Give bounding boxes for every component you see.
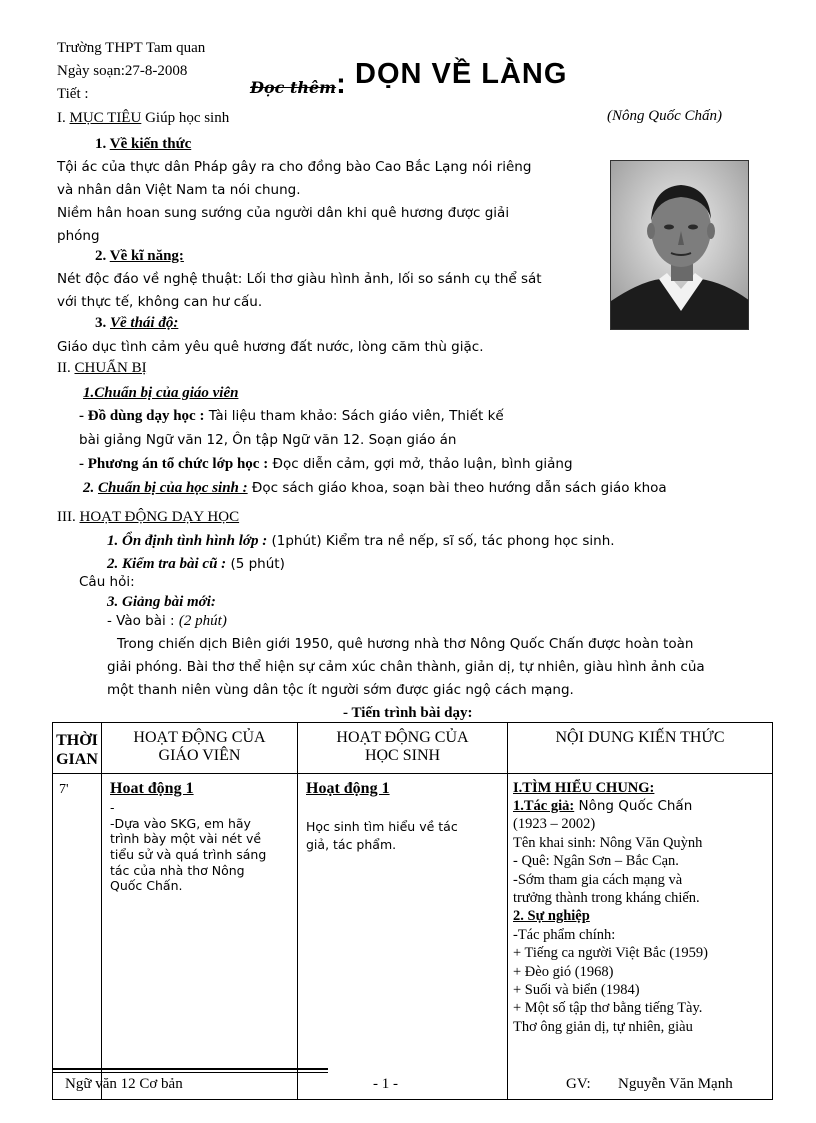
intro-time: (2 phút) xyxy=(178,613,227,629)
poem-author: (Nông Quốc Chấn) xyxy=(607,108,722,124)
attitude-heading xyxy=(95,315,178,332)
section-1-number: I. xyxy=(57,110,70,126)
student-activity-text xyxy=(306,818,501,854)
section-2-number: II. xyxy=(57,360,75,376)
intro-line xyxy=(107,613,227,630)
read-more-scribble: Đọc thêm xyxy=(250,78,337,97)
section-3-number: III. xyxy=(57,509,80,525)
school-name: Trường THPT Tam quan xyxy=(57,40,206,56)
class-method-text: Đọc diễn cảm, gợi mở, thảo luận, bình giảng xyxy=(268,456,573,472)
table-row xyxy=(53,774,773,1100)
skills-line-1: Nét độc đáo về nghệ thuật: Lối thơ giàu hình ảnh, lối so sánh cụ thể sát xyxy=(57,271,542,287)
header-student-line-1: HOẠT ĐỘNG CỦA xyxy=(336,729,469,746)
knowledge-line-1: Tội ác của thực dân Pháp gây ra cho đồng bào Cao Bắc Lạng nói riêng xyxy=(57,159,532,175)
footer-subject: Ngữ văn 12 Cơ bản xyxy=(65,1076,183,1092)
row-teacher-activity xyxy=(102,774,298,1100)
class-method-label: - Phương án tổ chức lớp học : xyxy=(79,456,269,472)
row-content xyxy=(508,774,773,1100)
content-career-heading: 2. Sự nghiệp xyxy=(513,908,590,925)
header-teacher-line-1: HOẠT ĐỘNG CỦA xyxy=(133,729,266,746)
footer-teacher-label: GV: xyxy=(566,1076,591,1092)
student-prep-title: Chuẩn bị của học sinh : xyxy=(98,480,248,496)
student-prep-number: 2. xyxy=(83,480,98,496)
student-line-2: giả, tác phẩm. xyxy=(306,837,397,853)
content-line-10: + Một số tập thơ bằng tiếng Tày. xyxy=(513,1000,703,1017)
lesson-number: Tiết : xyxy=(57,86,89,102)
teacher-line-1: -Dựa vào SKG, em hãy xyxy=(110,815,251,831)
teaching-tools-text: Tài liệu tham khảo: Sách giáo viên, Thiết kế xyxy=(204,408,504,424)
student-activity-title: Hoạt động 1 xyxy=(306,780,390,797)
row-student-activity xyxy=(298,774,508,1100)
row-time: 7' xyxy=(53,774,102,1100)
skills-heading xyxy=(95,248,184,265)
table-header-row xyxy=(53,723,773,774)
attitude-title: Về thái độ: xyxy=(110,315,179,331)
content-line-6: -Tác phẩm chính: xyxy=(513,926,616,943)
section-2-title: CHUẨN BỊ xyxy=(74,360,147,376)
header-content-line: NỘI DUNG KIẾN THỨC xyxy=(555,729,725,746)
knowledge-line-4: phóng xyxy=(57,228,100,244)
prep-date: Ngày soạn:27-8-2008 xyxy=(57,63,188,79)
knowledge-line-3: Niềm hân hoan sung sướng của người dân khi quê hương được giải xyxy=(57,205,510,221)
section-1-heading xyxy=(57,110,229,127)
footer-rule-thin xyxy=(52,1072,328,1073)
lesson-plan-table xyxy=(52,722,773,1100)
student-prep-line xyxy=(83,480,667,497)
step-2-line xyxy=(107,556,285,573)
footer-rule-thick xyxy=(52,1068,328,1070)
section-3-heading xyxy=(57,509,239,526)
header-teacher-line-2: GIÁO VIÊN xyxy=(158,747,241,764)
attitude-line-1: Giáo dục tình cảm yêu quê hương đất nước, lòng căm thù giặc. xyxy=(57,339,484,355)
title-colon: : xyxy=(336,68,347,100)
step-2-text: (5 phút) xyxy=(226,556,285,572)
content-text xyxy=(513,797,768,1036)
content-author-name: Nông Quốc Chấn xyxy=(574,798,693,814)
teacher-line-3: tiểu sử và quá trình sáng xyxy=(110,846,267,862)
teacher-dash: - xyxy=(110,800,115,815)
knowledge-heading xyxy=(95,136,191,153)
header-teacher-activity xyxy=(102,723,298,774)
step-1-line xyxy=(107,533,615,550)
section-2-heading xyxy=(57,360,147,377)
poem-title: DỌN VỀ LÀNG xyxy=(355,58,568,90)
teacher-activity-title: Hoat động 1 xyxy=(110,780,194,797)
teacher-activity-text xyxy=(110,800,291,894)
content-author-line xyxy=(513,797,768,815)
step-1-text: (1phút) Kiểm tra nề nếp, sĩ số, tác phong học sinh. xyxy=(267,533,615,549)
section-3-title: HOẠT ĐỘNG DẠY HỌC xyxy=(79,509,240,525)
knowledge-number: 1. xyxy=(95,136,110,152)
knowledge-title: Về kiến thức xyxy=(109,136,192,152)
question-label: Câu hỏi: xyxy=(79,574,135,590)
footer-page-number: - 1 - xyxy=(373,1076,398,1092)
author-portrait-photo xyxy=(610,160,749,330)
content-line-1: (1923 – 2002) xyxy=(513,816,596,833)
content-author-label: 1.Tác giả: xyxy=(513,798,575,814)
content-line-2: Tên khai sinh: Nông Văn Quỳnh xyxy=(513,834,703,851)
header-time-line-2: GIAN xyxy=(56,751,98,769)
content-line-8: + Đèo gió (1968) xyxy=(513,963,614,980)
teacher-prep-title: 1.Chuẩn bị của giáo viên xyxy=(83,385,239,401)
portrait-illustration xyxy=(611,161,749,330)
student-line-1: Học sinh tìm hiểu về tác xyxy=(306,819,458,834)
skills-number: 2. xyxy=(95,248,110,264)
footer-teacher-name: Nguyễn Văn Mạnh xyxy=(618,1076,733,1092)
lesson-progress-label: - Tiến trình bài dạy: xyxy=(343,705,473,721)
doc-title-group xyxy=(250,68,347,101)
header-student-activity xyxy=(298,723,508,774)
knowledge-line-2: và nhân dân Việt Nam ta nói chung. xyxy=(57,182,301,198)
student-prep-text: Đọc sách giáo khoa, soạn bài theo hướng dẫn sách giáo khoa xyxy=(247,480,667,496)
teacher-line-5: Quốc Chấn. xyxy=(110,878,183,894)
section-1-title: MỤC TIÊU xyxy=(69,110,142,126)
step-1-label: 1. Ổn định tình hình lớp : xyxy=(107,533,268,549)
section-1-subtitle: Giúp học sinh xyxy=(141,110,230,126)
content-line-3: - Quê: Ngân Sơn – Bắc Cạn. xyxy=(513,853,679,870)
content-line-4: -Sớm tham gia cách mạng và xyxy=(513,871,683,888)
skills-line-2: với thực tế, không can hư cấu. xyxy=(57,294,263,310)
step-3-label: 3. Giảng bài mới: xyxy=(107,594,216,610)
header-time xyxy=(53,723,102,774)
header-content xyxy=(508,723,773,774)
teacher-line-2: trình bày một vài nét về xyxy=(110,831,262,847)
attitude-number: 3. xyxy=(95,315,110,331)
header-student-line-2: HỌC SINH xyxy=(364,747,441,764)
teacher-line-4: tác của nhà thơ Nông xyxy=(110,862,245,878)
class-method-line xyxy=(79,456,573,473)
header-time-line-1: THỜI xyxy=(56,732,98,749)
teaching-tools-line-2: bài giảng Ngữ văn 12, Ôn tập Ngữ văn 12. Soạn giáo án xyxy=(79,432,457,448)
step-2-label: 2. Kiểm tra bài cũ : xyxy=(107,556,227,572)
intro-paragraph-line-1: Trong chiến dịch Biên giới 1950, quê hương nhà thơ Nông Quốc Chấn được hoàn toàn xyxy=(117,636,694,652)
skills-title: Về kĩ năng: xyxy=(109,248,184,264)
intro-paragraph-line-3: một thanh niên vùng dân tộc ít người sớm được giác ngộ cách mạng. xyxy=(107,682,574,698)
content-line-11: Thơ ông giản dị, tự nhiên, giàu xyxy=(513,1018,693,1035)
content-line-5: trưởng thành trong kháng chiến. xyxy=(513,890,700,907)
intro-label: - Vào bài : xyxy=(107,613,179,629)
content-line-7: + Tiếng ca người Việt Bắc (1959) xyxy=(513,945,708,962)
teaching-tools-label: - Đồ dùng dạy học : xyxy=(79,408,205,424)
teaching-tools-line xyxy=(79,408,504,425)
intro-paragraph-line-2: giải phóng. Bài thơ thể hiện sự cảm xúc chân thành, giản dị, tự nhiên, giàu hình ảnh của xyxy=(107,659,705,675)
content-line-9: + Suối và biển (1984) xyxy=(513,982,640,999)
content-heading: I.TÌM HIỂU CHUNG: xyxy=(513,780,655,796)
